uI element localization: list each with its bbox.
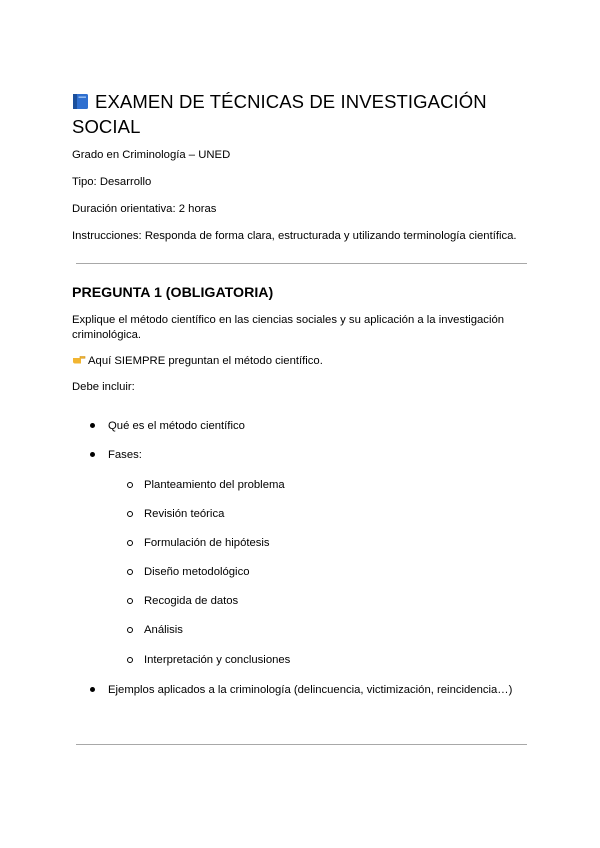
phase-item: Diseño metodológico: [144, 566, 250, 578]
note-text: Aquí SIEMPRE preguntan el método científico.: [88, 355, 323, 367]
phase-item: Formulación de hipótesis: [144, 537, 270, 549]
degree-line: Grado en Criminología – UNED: [72, 149, 231, 161]
bullet-dot: [90, 687, 95, 692]
question-1-title: PREGUNTA 1 (OBLIGATORIA): [72, 285, 274, 301]
list-item: Ejemplos aplicados a la criminología (delincuencia, victimización, reincidencia…): [108, 684, 513, 696]
sub-bullet-circle: [127, 511, 133, 517]
list-item: Fases:: [108, 449, 142, 461]
phase-item: Recogida de datos: [144, 595, 239, 607]
exam-title-line2: SOCIAL: [72, 116, 141, 137]
statement-line-1: Explique el método científico en las ciencias sociales y su aplicación a la investigación: [72, 314, 505, 326]
sub-bullet-circle: [127, 540, 133, 546]
divider-bottom: [76, 744, 527, 745]
divider-top: [76, 263, 527, 264]
pointing-hand-icon: [72, 354, 86, 365]
exam-title-line1: EXAMEN DE TÉCNICAS DE INVESTIGACIÓN: [95, 91, 487, 112]
question-1-statement: [72, 313, 512, 343]
sub-bullet-circle: [127, 627, 133, 633]
sub-bullet-circle: [127, 657, 133, 663]
phase-item: Interpretación y conclusiones: [144, 654, 291, 666]
type-line: Tipo: Desarrollo: [72, 176, 152, 188]
phase-item: Revisión teórica: [144, 508, 225, 520]
blue-book-icon: [72, 93, 89, 110]
statement-line-2: criminológica.: [72, 329, 142, 341]
sub-bullet-circle: [127, 482, 133, 488]
question-1-note: [72, 354, 512, 369]
exam-title: [72, 89, 528, 139]
bullet-dot: [90, 452, 95, 457]
list-item: Qué es el método científico: [108, 420, 245, 432]
phase-item: Planteamiento del problema: [144, 479, 285, 491]
sub-bullet-circle: [127, 569, 133, 575]
bullet-dot: [90, 423, 95, 428]
sub-bullet-circle: [127, 598, 133, 604]
instructions-line: Instrucciones: Responda de forma clara, estructurada y utilizando terminología científica.: [72, 230, 517, 242]
must-include-label: Debe incluir:: [72, 381, 135, 393]
duration-line: Duración orientativa: 2 horas: [72, 203, 217, 215]
phase-item: Análisis: [144, 624, 183, 636]
